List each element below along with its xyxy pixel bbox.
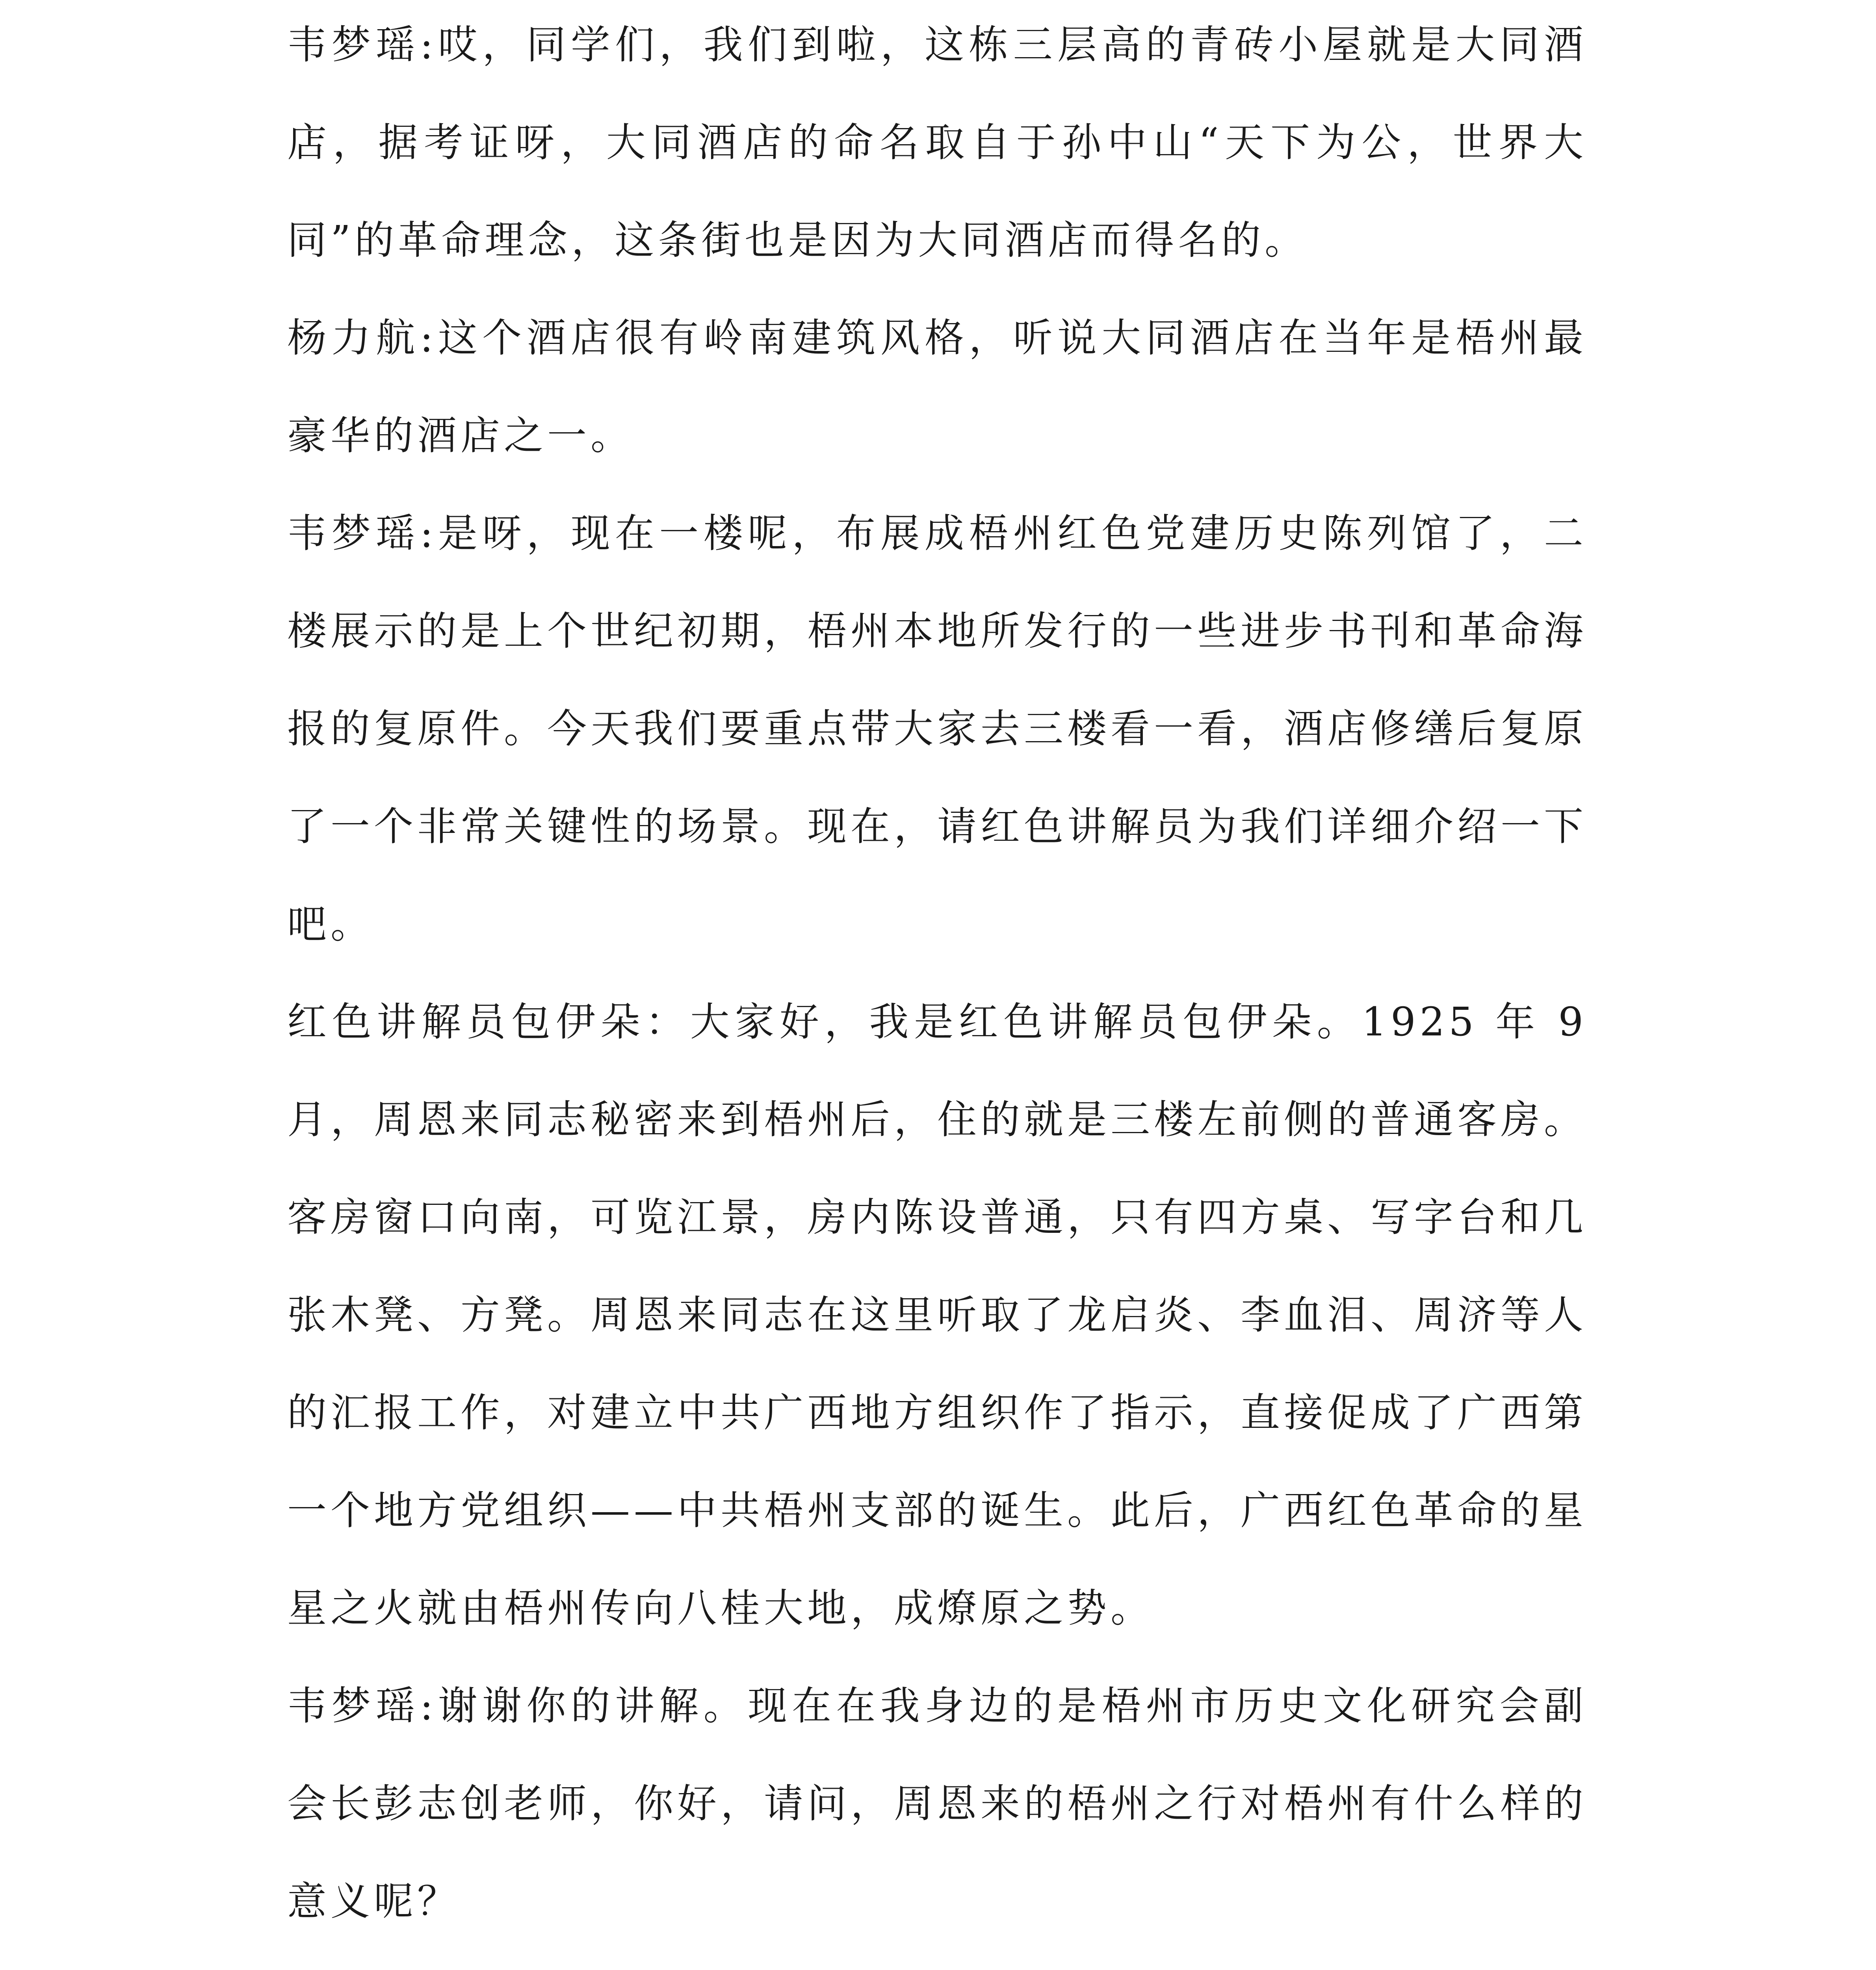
speaker-name: 韦梦瑶:: [287, 510, 437, 556]
speaker-name: 韦梦瑶:: [287, 1683, 437, 1729]
dialogue-paragraph: [287, 0, 1587, 289]
speaker-name: 韦梦瑶:: [287, 22, 437, 68]
dialogue-text: 是呀，现在一楼呢，布展成梧州红色党建历史陈列馆了，二楼展示的是上个世纪初期，梧州本地所发行的一些进步书刊和革命海报的复原件。今天我们要重点带大家去三楼看一看，酒店修缮后复原了一个非常关键性的场景。现在，请红色讲解员为我们详细介绍一下吧。: [287, 510, 1587, 947]
dialogue-paragraph: [287, 1950, 1587, 1970]
dialogue-paragraph: [287, 973, 1587, 1657]
dialogue-text: 大家好，我是红色讲解员包伊朵。1925 年 9 月，周恩来同志秘密来到梧州后，住的就是三楼左前侧的普通客房。客房窗口向南，可览江景，房内陈设普通，只有四方桌、写字台和几张木凳、方凳。周恩来同志在这里听取了龙启炎、李血泪、周济等人的汇报工作，对建立中共广西地方组织作了指示，直接促成了广西第一个地方党组织——中共梧州支部的诞生。此后，广西红色革命的星星之火就由梧州传向八桂大地，成燎原之势。: [287, 999, 1587, 1631]
speaker-name: 杨力航:: [287, 315, 437, 361]
dialogue-paragraph: [287, 289, 1587, 485]
dialogue-text: 谢谢你的讲解。现在在我身边的是梧州市历史文化研究会副会长彭志创老师，你好，请问，周恩来的梧州之行对梧州有什么样的意义呢？: [287, 1683, 1587, 1924]
dialogue-text: 哎，同学们，我们到啦，这栋三层高的青砖小屋就是大同酒店，据考证呀，大同酒店的命名取自于孙中山“天下为公，世界大同”的革命理念，这条街也是因为大同酒店而得名的。: [287, 22, 1587, 263]
document-page: [287, 0, 1587, 1970]
dialogue-paragraph: [287, 1657, 1587, 1950]
dialogue-paragraph: [287, 485, 1587, 973]
dialogue-text: 这个酒店很有岭南建筑风格，听说大同酒店在当年是梧州最豪华的酒店之一。: [287, 315, 1587, 459]
speaker-name: 红色讲解员包伊朵：: [287, 999, 690, 1045]
